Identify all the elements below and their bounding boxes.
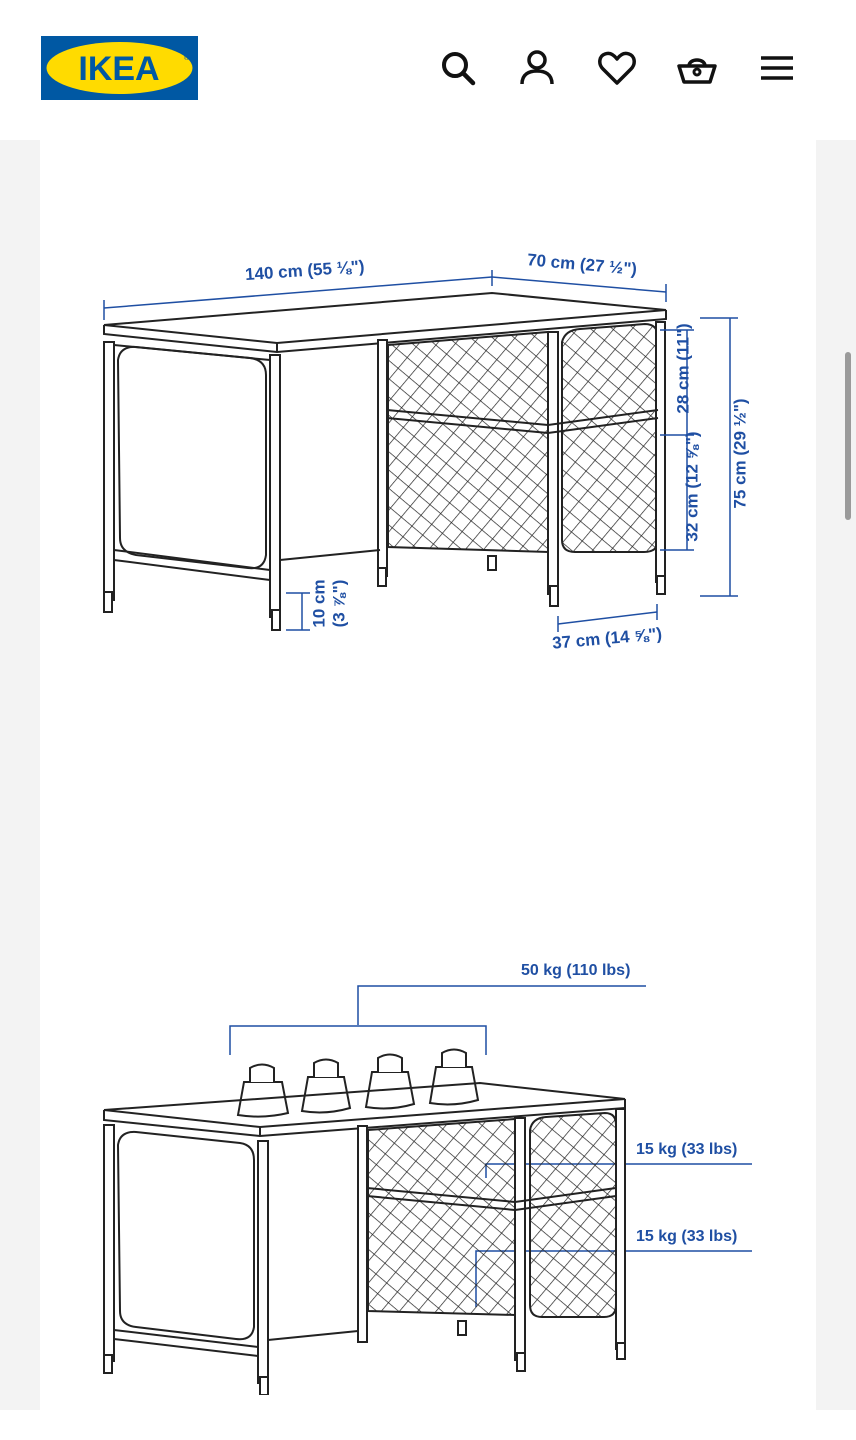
depth-label: 70 cm (27 ½")	[526, 250, 638, 279]
gallery-gutter-right	[816, 140, 856, 1410]
gallery-gutter-left	[0, 140, 40, 1410]
bottom-bar	[0, 1410, 856, 1440]
tabletop-load-label: 50 kg (110 lbs)	[521, 962, 631, 979]
product-image-gallery[interactable]	[40, 140, 816, 1410]
account-icon[interactable]	[515, 46, 559, 90]
lower-shelf-load-label: 15 kg (33 lbs)	[636, 1228, 738, 1245]
basket-icon[interactable]	[675, 46, 719, 90]
ikea-logo[interactable]	[41, 36, 198, 100]
scrollbar-thumb[interactable]	[845, 352, 851, 520]
upper-compartment-label: 28 cm (11")	[673, 323, 693, 414]
desk-load-illustration	[40, 955, 816, 1395]
heart-icon[interactable]	[595, 46, 639, 90]
dimensions-drawing	[40, 250, 816, 720]
site-header	[0, 0, 856, 140]
menu-icon[interactable]	[755, 46, 799, 90]
lower-compartment-label: 32 cm (12 ⅝")	[682, 431, 702, 542]
logo-text: IKEA	[78, 50, 160, 88]
upper-shelf-load-label: 15 kg (33 lbs)	[636, 1141, 738, 1158]
clearance-inches-label: (3 ⅞")	[329, 579, 349, 628]
width-label: 140 cm (55 ⅛")	[244, 256, 366, 285]
shelf-depth-label: 37 cm (14 ⅝")	[551, 624, 663, 653]
svg-text:®: ®	[184, 55, 190, 62]
search-icon[interactable]	[436, 46, 480, 90]
height-label: 75 cm (29 ½")	[730, 398, 750, 509]
load-capacity-drawing	[40, 955, 816, 1395]
clearance-value-label: 10 cm	[309, 579, 329, 628]
